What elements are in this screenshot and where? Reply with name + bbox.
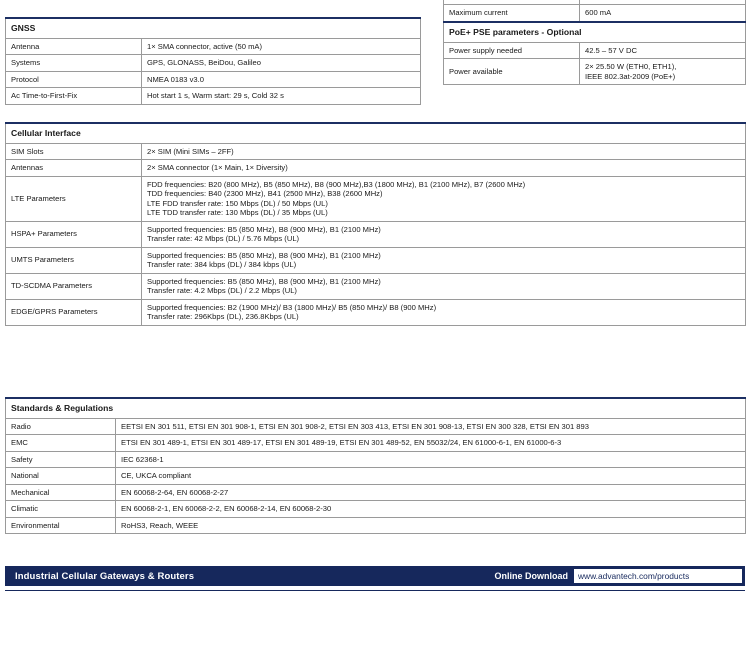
row-value-line: EN 60068-2-64, EN 60068-2-27 bbox=[121, 487, 229, 497]
cellular-interface-table bbox=[5, 122, 746, 326]
table-row bbox=[444, 5, 746, 22]
table-row bbox=[6, 501, 746, 517]
gnss-table bbox=[5, 17, 421, 105]
row-value-line: IEEE 802.3at-2009 (PoE+) bbox=[585, 71, 676, 81]
row-value-line: Supported frequencies: B5 (850 MHz), B8 (900 MHz), B1 (2100 MHz) bbox=[147, 250, 381, 260]
row-value-line: Transfer rate: 4.2 Mbps (DL) / 2.2 Mbps (UL) bbox=[147, 286, 297, 296]
row-value-line: Supported frequencies: B2 (1900 MHz)/ B3 (1800 MHz)/ B5 (850 MHz)/ B8 (900 MHz) bbox=[147, 302, 437, 312]
row-value-line: LTE TDD transfer rate: 130 Mbps (DL) / 35 Mbps (UL) bbox=[147, 208, 328, 218]
row-label: Maximum current bbox=[444, 5, 580, 22]
row-value bbox=[142, 176, 746, 221]
row-value bbox=[116, 517, 746, 533]
row-value bbox=[116, 501, 746, 517]
row-value-line: 1× SMA connector, active (50 mA) bbox=[147, 41, 263, 51]
row-label: Power supply needed bbox=[444, 42, 580, 58]
row-value bbox=[142, 299, 746, 325]
table-row bbox=[6, 160, 746, 176]
row-value bbox=[142, 273, 746, 299]
row-value bbox=[116, 435, 746, 451]
row-value-line: Transfer rate: 42 Mbps (DL) / 5.76 Mbps (UL) bbox=[147, 234, 300, 244]
row-value-line: TDD frequencies: B40 (2300 MHz), B41 (2500 MHz), B38 (2600 MHz) bbox=[147, 189, 383, 199]
table-row bbox=[6, 451, 746, 467]
row-value bbox=[142, 71, 421, 87]
poe-section-header bbox=[444, 22, 746, 42]
online-download-label: Online Download bbox=[494, 571, 568, 581]
row-value-line: 42.5 – 57 V DC bbox=[585, 45, 637, 55]
table-row bbox=[6, 221, 746, 247]
row-value-line: FDD frequencies: B20 (800 MHz), B5 (850 MHz), B8 (900 MHz),B3 (1800 MHz), B1 (2100 MHz), B7 (2600 MHz) bbox=[147, 179, 526, 189]
row-label: Antennas bbox=[6, 160, 142, 176]
row-value bbox=[142, 88, 421, 104]
cellular-section-header bbox=[6, 123, 746, 143]
footer-rule bbox=[5, 590, 745, 591]
standards-title: Standards & Regulations bbox=[6, 398, 746, 418]
row-label: Antenna bbox=[6, 38, 142, 54]
row-value bbox=[142, 247, 746, 273]
row-value-line: 600 mA bbox=[585, 8, 612, 18]
row-label: Climatic bbox=[6, 501, 116, 517]
row-value-line: NMEA 0183 v3.0 bbox=[147, 74, 204, 84]
row-label: Power available bbox=[444, 59, 580, 85]
row-value-line: GPS, GLONASS, BeiDou, Galileo bbox=[147, 58, 261, 68]
row-label: Ac Time-to-First-Fix bbox=[6, 88, 142, 104]
row-label: Protocol bbox=[6, 71, 142, 87]
row-value bbox=[142, 55, 421, 71]
table-row bbox=[6, 55, 421, 71]
gnss-section-header bbox=[6, 18, 421, 38]
row-value-line: CE, UKCA compliant bbox=[121, 471, 192, 481]
page-footer bbox=[5, 566, 745, 586]
row-value-line: 2× SIM (Mini SIMs – 2FF) bbox=[147, 146, 234, 156]
row-value bbox=[580, 59, 746, 85]
row-value-line: Supported frequencies: B5 (850 MHz), B8 (900 MHz), B1 (2100 MHz) bbox=[147, 276, 381, 286]
row-label: Systems bbox=[6, 55, 142, 71]
row-label: EDGE/GPRS Parameters bbox=[6, 299, 142, 325]
row-value-line: Transfer rate: 384 kbps (DL) / 384 kbps (UL) bbox=[147, 260, 297, 270]
row-value bbox=[142, 38, 421, 54]
row-label: National bbox=[6, 468, 116, 484]
table-row bbox=[444, 59, 746, 85]
row-value-line: Transfer rate: 296Kbps (DL), 236.8Kbps (UL) bbox=[147, 312, 299, 322]
table-row bbox=[6, 38, 421, 54]
table-row bbox=[6, 435, 746, 451]
table-row bbox=[6, 273, 746, 299]
poe-title: PoE+ PSE parameters - Optional bbox=[444, 22, 746, 42]
row-value-line: EETSI EN 301 511, ETSI EN 301 908-1, ETSI EN 301 908-2, ETSI EN 303 413, ETSI EN 301 908-13, ETSI EN 300 328, ETSI EN 301 893 bbox=[121, 421, 589, 431]
table-row bbox=[6, 71, 421, 87]
table-row bbox=[6, 88, 421, 104]
row-value-line: IEC 62368-1 bbox=[121, 454, 164, 464]
row-value bbox=[142, 143, 746, 159]
row-value-line: 2× SMA connector (1× Main, 1× Diversity) bbox=[147, 163, 288, 173]
row-value bbox=[116, 418, 746, 434]
row-value bbox=[116, 451, 746, 467]
cellular-title: Cellular Interface bbox=[6, 123, 746, 143]
table-row bbox=[6, 517, 746, 533]
row-value bbox=[580, 5, 746, 22]
row-label: LTE Parameters bbox=[6, 176, 142, 221]
row-value-line: Hot start 1 s, Warm start: 29 s, Cold 32 s bbox=[147, 91, 284, 101]
row-value-line: 2× 25.50 W (ETH0, ETH1), bbox=[585, 62, 677, 72]
table-row bbox=[6, 468, 746, 484]
table-row bbox=[6, 484, 746, 500]
row-value-line: ETSI EN 301 489-1, ETSI EN 301 489-17, ETSI EN 301 489-19, ETSI EN 301 489-52, EN 55032/24, EN 61000-6-1, EN 61000-6-3 bbox=[121, 438, 562, 448]
table-row bbox=[444, 42, 746, 58]
standards-section-header bbox=[6, 398, 746, 418]
product-url-link[interactable]: www.advantech.com/products bbox=[574, 569, 742, 583]
row-value-line: RoHS3, Reach, WEEE bbox=[121, 520, 199, 530]
row-label: Mechanical bbox=[6, 484, 116, 500]
row-label: TD-SCDMA Parameters bbox=[6, 273, 142, 299]
table-row bbox=[6, 176, 746, 221]
row-label: Environmental bbox=[6, 517, 116, 533]
standards-regulations-table bbox=[5, 397, 746, 534]
footer-title: Industrial Cellular Gateways & Routers bbox=[15, 570, 195, 582]
table-row bbox=[6, 143, 746, 159]
row-value-line: Supported frequencies: B5 (850 MHz), B8 (900 MHz), B1 (2100 MHz) bbox=[147, 224, 381, 234]
row-value bbox=[580, 42, 746, 58]
row-label: EMC bbox=[6, 435, 116, 451]
row-label: UMTS Parameters bbox=[6, 247, 142, 273]
row-value-line bbox=[585, 0, 740, 1]
row-label: HSPA+ Parameters bbox=[6, 221, 142, 247]
table-row bbox=[6, 299, 746, 325]
row-label: Radio bbox=[6, 418, 116, 434]
table-row bbox=[6, 418, 746, 434]
row-label: SIM Slots bbox=[6, 143, 142, 159]
gnss-title: GNSS bbox=[6, 18, 421, 38]
row-value-line: EN 60068-2-1, EN 60068-2-2, EN 60068-2-14, EN 60068-2-30 bbox=[121, 504, 332, 514]
row-label: Safety bbox=[6, 451, 116, 467]
row-value-line: LTE FDD transfer rate: 150 Mbps (DL) / 50 Mbps (UL) bbox=[147, 198, 328, 208]
row-value bbox=[142, 221, 746, 247]
power-table bbox=[443, 0, 746, 85]
row-value bbox=[116, 468, 746, 484]
table-row bbox=[6, 247, 746, 273]
row-value bbox=[116, 484, 746, 500]
row-value bbox=[142, 160, 746, 176]
